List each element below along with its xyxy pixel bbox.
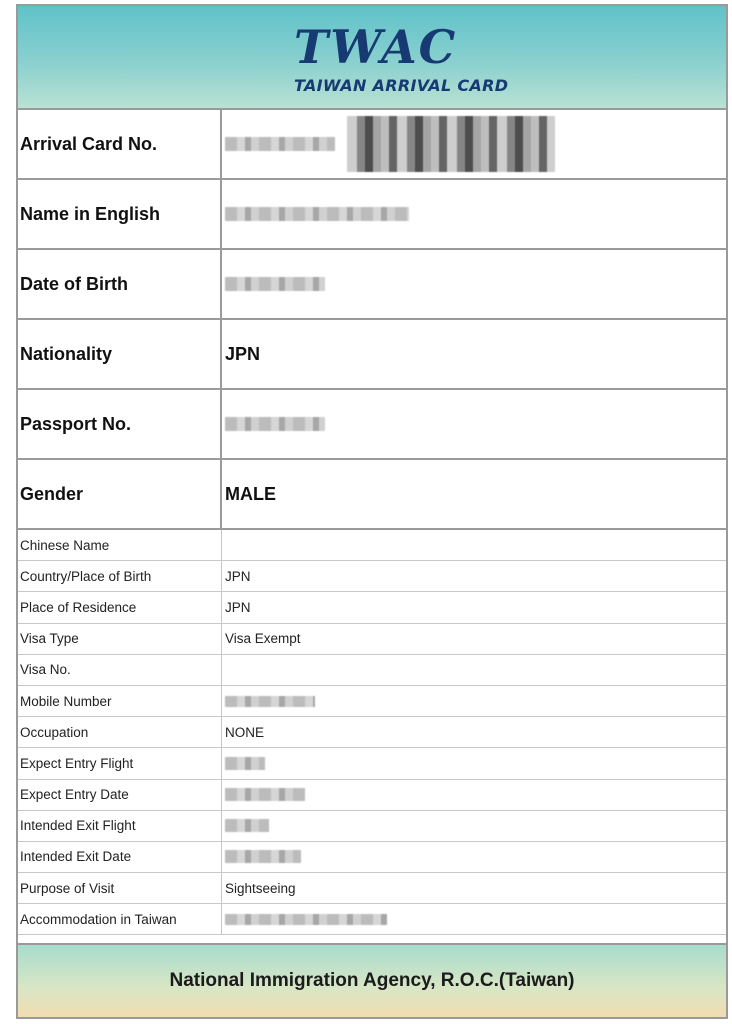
- field-entry-date: [18, 780, 726, 811]
- field-place-of-residence: [18, 592, 726, 623]
- field-nationality: [18, 320, 726, 390]
- field-name-in-english: [18, 180, 726, 250]
- field-value: JPN: [225, 568, 251, 584]
- field-label: Intended Exit Flight: [18, 811, 222, 841]
- field-visa-type: [18, 624, 726, 655]
- field-label: Visa Type: [18, 624, 222, 654]
- field-value: Sightseeing: [225, 880, 296, 896]
- field-occupation: [18, 717, 726, 748]
- redacted-value: [225, 914, 387, 925]
- field-value: MALE: [225, 483, 276, 504]
- field-label: Country/Place of Birth: [18, 561, 222, 591]
- field-label: Nationality: [18, 320, 222, 388]
- field-value: [222, 811, 726, 841]
- redacted-value: [225, 277, 325, 291]
- field-value: NONE: [225, 724, 265, 740]
- field-label: Purpose of Visit: [18, 873, 222, 903]
- field-value: JPN: [225, 343, 261, 364]
- card-header: [18, 6, 726, 110]
- field-value: [222, 842, 726, 872]
- card-title: TAIWAN ARRIVAL CARD: [294, 76, 509, 95]
- field-date-of-birth: [18, 250, 726, 320]
- field-label: Intended Exit Date: [18, 842, 222, 872]
- field-label: Visa No.: [18, 655, 222, 685]
- field-visa-no: [18, 655, 726, 686]
- secondary-fields: [18, 528, 726, 935]
- field-value: [222, 748, 726, 778]
- field-label: Passport No.: [18, 390, 222, 458]
- primary-fields: [18, 108, 726, 528]
- redacted-value: [225, 137, 335, 151]
- field-label: Accommodation in Taiwan: [18, 904, 222, 934]
- field-label: Occupation: [18, 717, 222, 747]
- field-passport-no: [18, 390, 726, 460]
- field-value: [222, 655, 726, 685]
- field-entry-flight: [18, 748, 726, 779]
- field-label: Expect Entry Date: [18, 780, 222, 810]
- field-value: [222, 904, 726, 934]
- field-value: [222, 686, 726, 716]
- field-label: Date of Birth: [18, 250, 222, 318]
- field-country-of-birth: [18, 561, 726, 592]
- redacted-value: [225, 819, 269, 832]
- field-arrival-card-no: [18, 110, 726, 180]
- field-value: [222, 390, 726, 458]
- redacted-value: [225, 207, 409, 221]
- arrival-card: [16, 4, 728, 1019]
- field-label: Mobile Number: [18, 686, 222, 716]
- field-gender: [18, 460, 726, 528]
- field-value: [222, 530, 726, 560]
- field-value: [222, 250, 726, 318]
- field-label: Expect Entry Flight: [18, 748, 222, 778]
- field-label: Chinese Name: [18, 530, 222, 560]
- field-exit-flight: [18, 811, 726, 842]
- field-accommodation: [18, 904, 726, 935]
- agency-name: National Immigration Agency, R.O.C.(Taiwan): [169, 970, 575, 991]
- field-value: JPN: [225, 599, 251, 615]
- field-label: Place of Residence: [18, 592, 222, 622]
- field-chinese-name: [18, 530, 726, 561]
- field-value: [222, 180, 726, 248]
- field-label: Name in English: [18, 180, 222, 248]
- redacted-value: [225, 417, 325, 431]
- redacted-value: [225, 757, 265, 770]
- redacted-barcode: [347, 116, 555, 172]
- twac-logo: TWAC: [294, 20, 458, 74]
- card-footer: [18, 943, 726, 1017]
- redacted-value: [225, 696, 315, 707]
- field-label: Arrival Card No.: [18, 110, 222, 178]
- redacted-value: [225, 850, 301, 863]
- field-exit-date: [18, 842, 726, 873]
- redacted-value: [225, 788, 305, 801]
- field-value: [222, 780, 726, 810]
- field-label: Gender: [18, 460, 222, 528]
- field-mobile-number: [18, 686, 726, 717]
- field-value: [222, 110, 726, 178]
- field-value: Visa Exempt: [225, 631, 301, 647]
- field-purpose-of-visit: [18, 873, 726, 904]
